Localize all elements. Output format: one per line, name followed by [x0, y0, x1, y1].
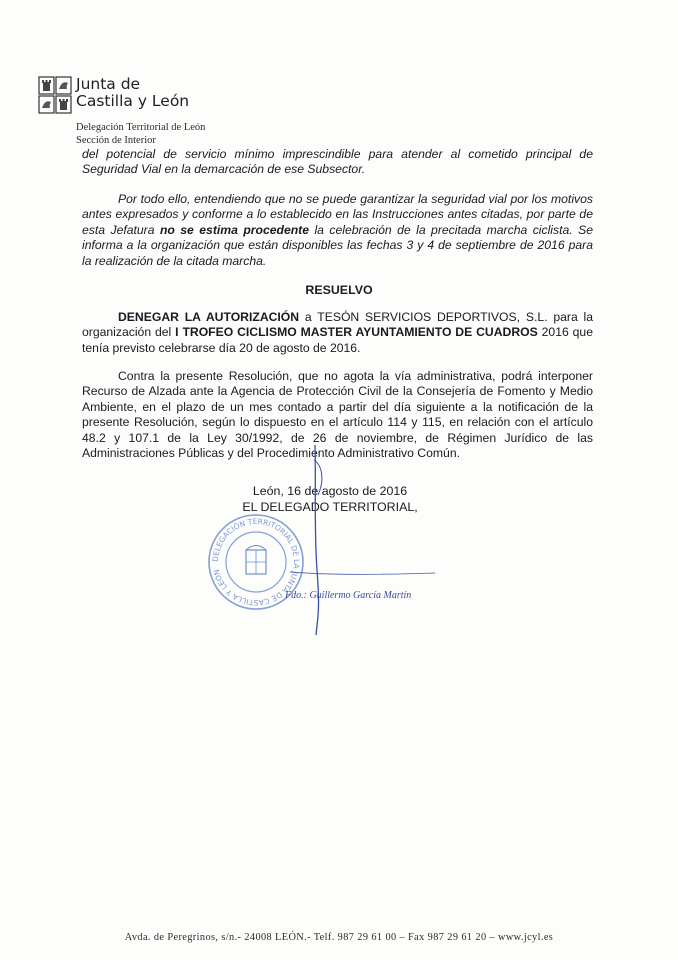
delegation-name: Delegación Territorial de León: [76, 122, 206, 133]
resolution-bold-2: I TROFEO CICLISMO MASTER AYUNTAMIENTO DE CUADROS: [175, 325, 538, 340]
coat-of-arms-icon: [38, 76, 72, 114]
org-name-line1: Junta de: [76, 75, 141, 93]
resolution-text-a: a TESÓN SERVICIOS DEPORTIVOS, S.L. para la organización del: [82, 310, 594, 340]
place-date: León, 16 de agosto de 2016: [252, 484, 408, 498]
handwritten-signature: [230, 440, 460, 640]
organization-name: [76, 76, 189, 110]
paragraph-reasoning: [82, 192, 593, 269]
resolution-text-b: 2016 que tenía previsto celebrarse día 20 de agosto de 2016.: [82, 325, 593, 355]
paragraph-continuation: del potencial de servicio mínimo imprescindible para atender al cometido principal de Seguridad Vial en la demarcación de ese Subsector.: [82, 147, 593, 177]
resolution-bold-1: DENEGAR LA AUTORIZACIÓN: [118, 310, 300, 324]
seal-text: DELEGACIÓN TERRITORIAL DE LA JUNTA DE CASTILLA Y LEÓN: [210, 516, 302, 608]
footer-address: Avda. de Peregrinos, s/n.- 24008 LEÓN.- Telf. 987 29 61 00 – Fax 987 29 61 20 – www.jcyl.es: [124, 932, 554, 943]
signed-by: Fdo.: Guillermo García Martín: [285, 590, 412, 601]
signatory-title: EL DELEGADO TERRITORIAL,: [242, 499, 418, 514]
resolution-heading: RESUELVO: [305, 283, 373, 297]
reasoning-text-a: Por todo ello, entendiendo que no se puede garantizar la seguridad vial por los motivos antes expresados y conforme a lo establecido en las Instrucciones antes citadas, por parte de esta Jefatura: [82, 192, 593, 237]
org-name-line2: Castilla y León: [76, 92, 190, 110]
reasoning-bold: no se estima procedente: [159, 222, 310, 237]
section-name: Sección de Interior: [76, 135, 156, 146]
department-header: [76, 121, 205, 147]
paragraph-resolution: [82, 310, 593, 356]
reasoning-text-b: la celebración de la precitada marcha ciclista. Se informa a la organización que están disponibles las fechas 3 y 4 de septiembre de 2016 para la realización de la citada marcha.: [82, 222, 593, 268]
paragraph-appeal: Contra la presente Resolución, que no agota la vía administrativa, podrá interponer Recurso de Alzada ante la Agencia de Protección Civil de la Consejería de Fomento y Medio Ambiente, en el plazo de un mes contado a partir del día siguiente a la notificación de la presente Resolución, según lo dispuesto en el artículo 114 y 115, en relación con el artículo 48.2 y 107.1 de la Ley 30/1992, de 26 de noviembre, de Régimen Jurídico de las Administraciones Públicas y del Procedimiento Administrativo Común.: [82, 369, 593, 461]
